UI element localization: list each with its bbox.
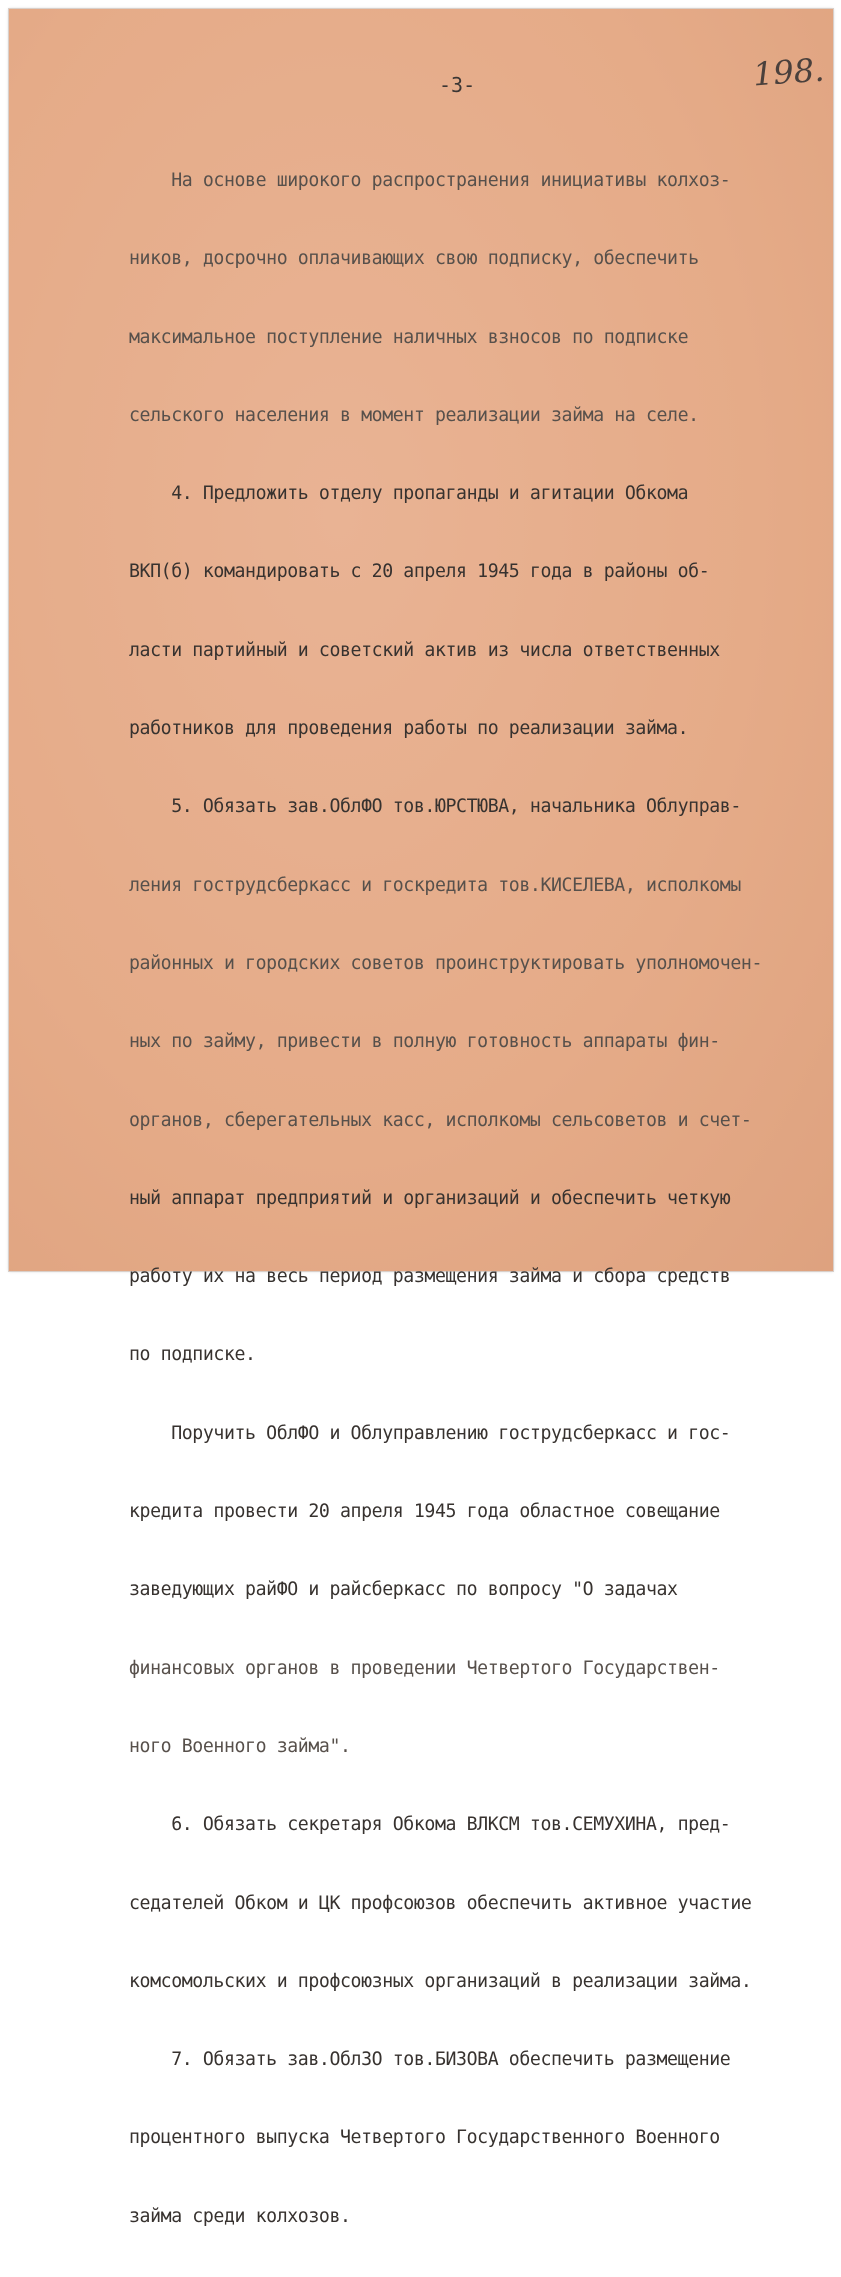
text-line: 6. Обязать секретаря Обкома ВЛКСМ тов.СЕМУХИНА, пред-: [129, 1814, 731, 1836]
text-line: ный аппарат предприятий и организаций и обеспечить четкую: [129, 1187, 731, 1209]
archive-number-handwritten: 198.: [751, 50, 826, 94]
text-line: 4. Предложить отделу пропаганды и агитации Обкома: [129, 483, 689, 505]
text-line: ников, досрочно оплачивающих свою подписку, обеспечить: [129, 248, 699, 270]
text-line: ласти партийный и советский актив из числа ответственных: [129, 639, 720, 661]
text-line: На основе широкого распространения инициативы колхоз-: [129, 170, 731, 191]
text-line: максимальное поступление наличных взносов по подписке: [129, 326, 689, 348]
text-line: органов, сберегательных касс, исполкомы сельсоветов и счет-: [129, 1109, 752, 1131]
text-line: 7. Обязать зав.ОблЗО тов.БИЗОВА обеспечить размещение: [129, 2049, 731, 2071]
text-line: седателей Обком и ЦК профсоюзов обеспечить активное участие: [129, 1892, 752, 1914]
text-line: работников для проведения работы по реализации займа.: [129, 718, 689, 740]
text-line: комсомольских и профсоюзных организаций в реализации займа.: [129, 1970, 752, 1992]
text-line: ВКП(б) командировать с 20 апреля 1945 года в районы об-: [129, 561, 710, 583]
text-line: финансовых органов в проведении Четвертого Государствен-: [129, 1657, 720, 1679]
text-line: заведующих райФО и райсберкасс по вопросу "О задачах: [129, 1579, 678, 1601]
document-page: [9, 9, 833, 2227]
text-line: процентного выпуска Четвертого Государственного Военного: [129, 2127, 720, 2149]
text-line: районных и городских советов проинструктировать уполномочен-: [129, 952, 762, 974]
text-line: ления гострудсберкасс и госкредита тов.КИСЕЛЕВА, исполкомы: [129, 874, 741, 896]
text-line: займа среди колхозов.: [129, 2205, 351, 2227]
document-body: [129, 121, 829, 2277]
text-line: ных по займу, привести в полную готовность аппараты фин-: [129, 1031, 720, 1053]
text-line: сельского населения в момент реализации займа на селе.: [129, 404, 699, 426]
text-line: 5. Обязать зав.ОблФО тов.ЮРСТЮВА, начальника Облуправ-: [129, 796, 741, 818]
text-line: по подписке.: [129, 1344, 256, 1366]
text-line: Поручить ОблФО и Облуправлению гострудсберкасс и гос-: [129, 1422, 731, 1444]
text-line: работу их на весь период размещения займа и сбора средств: [129, 1266, 731, 1288]
text-line: ного Военного займа".: [129, 1735, 351, 1757]
page-number: -3-: [439, 73, 476, 97]
text-line: кредита провести 20 апреля 1945 года областное совещание: [129, 1501, 720, 1523]
